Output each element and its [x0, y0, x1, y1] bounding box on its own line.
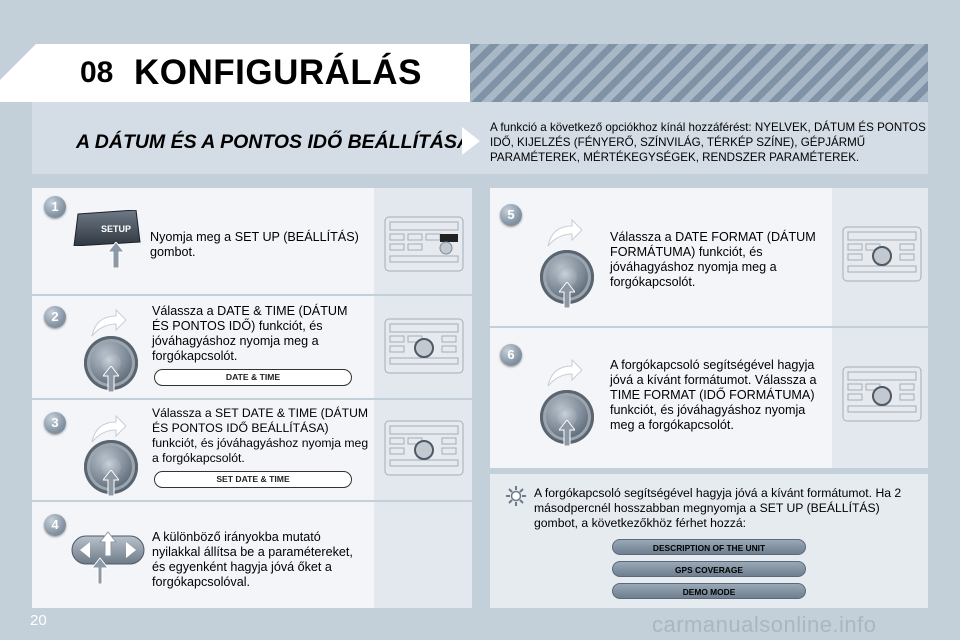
rotate-arrow-icon	[88, 306, 128, 340]
sun-icon	[506, 486, 526, 506]
divider	[490, 326, 928, 328]
option-gps-coverage: GPS COVERAGE	[612, 561, 806, 577]
intro-text: A funkció a következő opciókhoz kínál hozzáférést: NYELVEK, DÁTUM ÉS PONTOS IDŐ, KIJELZÉS (FÉNYERŐ, SZÍNVILÁG, TÉRKÉP SZÍNE), GÉPJÁRMŰ PARAMÉTEREK, MÉRTÉKEGYSÉGEK, RENDSZER PARAMÉTEREK.	[490, 121, 926, 164]
chapter-title: KONFIGURÁLÁS	[134, 53, 422, 92]
divider	[32, 398, 472, 400]
step-6-text: A forgókapcsoló segítségével hagyja jóvá a kívánt formátumot. Válassza a TIME FORMAT (IDŐ FORMÁTUMA) funkciót, és jóváhagyáshoz nyomja meg a forgókapcsolót.	[610, 358, 817, 432]
step-badge: 3	[44, 412, 66, 434]
title-arrow-icon	[462, 127, 480, 155]
press-arrow-icon	[559, 420, 575, 446]
menu-option-date-time: DATE & TIME	[154, 369, 352, 386]
step-badge: 1	[44, 196, 66, 218]
step-5-text: Válassza a DATE FORMAT (DÁTUM FORMÁTUMA) funkciót, és jóváhagyáshoz nyomja meg a forgókapcsolót.	[610, 230, 816, 289]
step-3-text: Válassza a SET DATE & TIME (DÁTUM ÉS PONTOS IDŐ BEÁLLÍTÁSA) funkciót, és jóváhagyáshoz nyomja meg a forgókapcsolót.	[152, 406, 369, 465]
watermark: carmanualsonline.info	[652, 612, 877, 637]
press-arrow-icon	[103, 366, 119, 392]
dashboard-knob-icon	[842, 226, 922, 282]
rotate-arrow-icon	[544, 216, 584, 250]
setup-button-label: SETUP	[101, 224, 132, 234]
menu-option-set-date-time: SET DATE & TIME	[154, 471, 352, 488]
step-2-text: Válassza a DATE & TIME (DÁTUM ÉS PONTOS IDŐ) funkciót, és jóváhagyáshoz nyomja meg a forgókapcsolót.	[152, 304, 348, 363]
press-arrow-icon	[559, 282, 575, 308]
press-arrow-icon	[108, 242, 124, 268]
divider	[32, 294, 472, 296]
chapter-number: 08	[80, 56, 114, 89]
step-badge: 5	[500, 204, 522, 226]
option-demo-mode: DEMO MODE	[612, 583, 806, 599]
divider	[32, 500, 472, 502]
rotate-arrow-icon	[544, 356, 584, 390]
header-stripes	[470, 44, 928, 102]
step-badge: 4	[44, 514, 66, 536]
step-badge: 2	[44, 306, 66, 328]
press-arrow-icon	[103, 470, 119, 496]
step-badge: 6	[500, 344, 522, 366]
option-description-of-the-unit: DESCRIPTION OF THE UNIT	[612, 539, 806, 555]
tip-text: A forgókapcsoló segítségével hagyja jóvá a kívánt formátumot. Ha 2 másodpercnél hosszabban megnyomja a SET UP (BEÁLLÍTÁS) gombot, a következőkhöz férhet hozzá:	[534, 486, 902, 530]
step-1-text: Nyomja meg a SET UP (BEÁLLÍTÁS) gombot.	[150, 230, 359, 259]
step-4-text: A különböző irányokba mutató nyilakkal állítsa be a paramétereket, és egyenként hagyja jóvá őket a forgókapcsolóval.	[152, 530, 353, 589]
section-title: A DÁTUM ÉS A PONTOS IDŐ BEÁLLÍTÁSA	[76, 131, 472, 153]
direction-arrows-icon	[68, 530, 148, 584]
dashboard-knob-icon	[384, 420, 464, 476]
dashboard-knob-icon	[842, 366, 922, 422]
dashboard-knob-icon	[384, 318, 464, 374]
dashboard-setup-icon	[384, 216, 464, 272]
page-number: 20	[30, 612, 47, 629]
